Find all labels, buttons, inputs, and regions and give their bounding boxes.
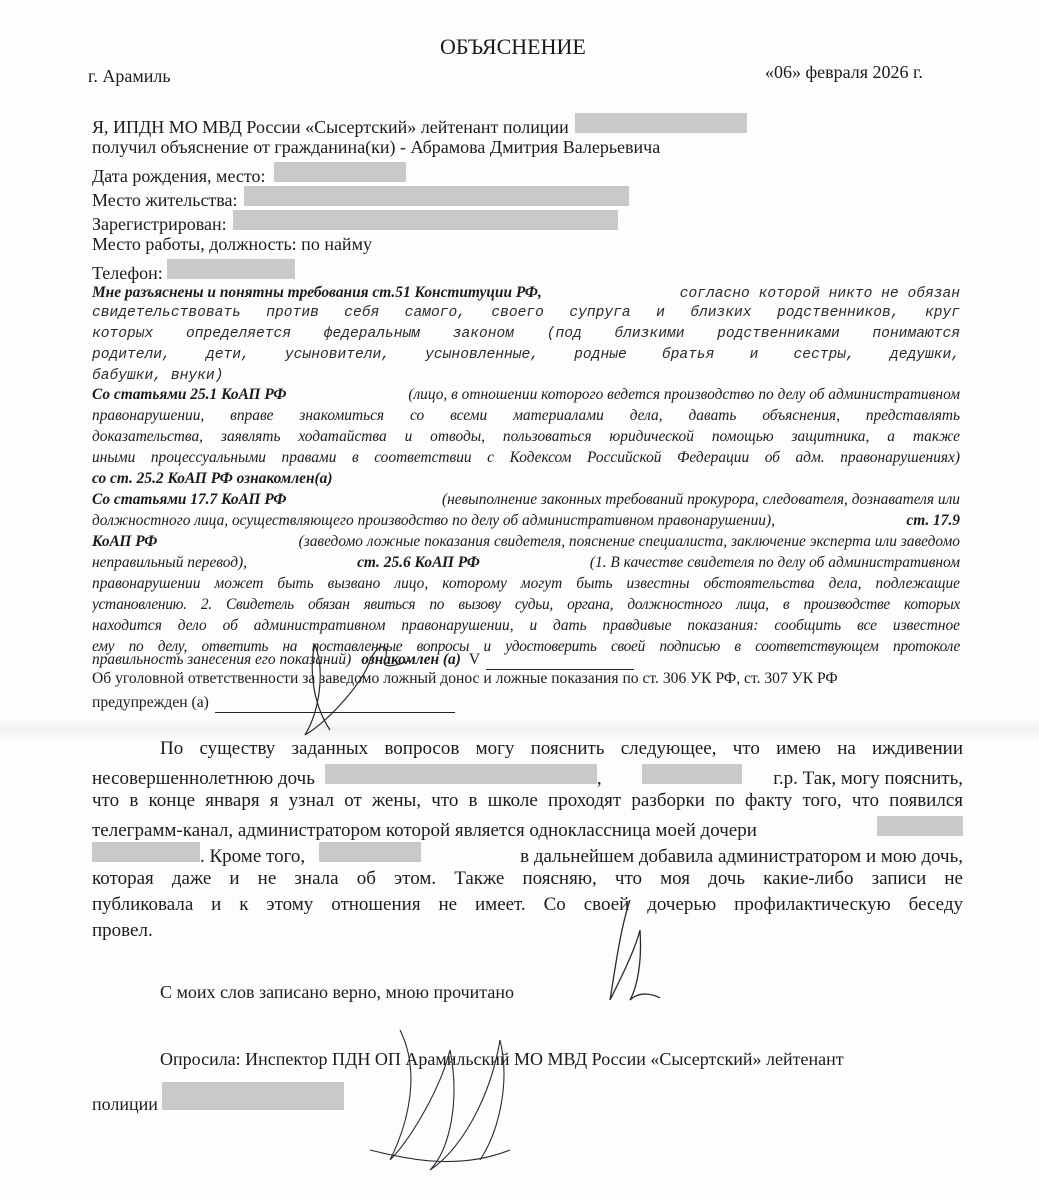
statement-line-5: . Кроме того, в дальнейшем добавила администратором и мою дочь, bbox=[92, 842, 963, 868]
koap177-line-5: правонарушении может быть вызвано лицо, которому могут быть известны обстоятельства дела, подлежащие bbox=[92, 575, 960, 592]
koap177-line-9: правильность занесения его показаний) ознакомлен (а) V bbox=[92, 651, 634, 670]
field-registered: Зарегистрирован: bbox=[92, 210, 618, 235]
koap251-line-5: со ст. 25.2 КоАП РФ ознакомлен(а) bbox=[92, 470, 333, 487]
redaction bbox=[233, 210, 618, 230]
redaction bbox=[575, 113, 747, 133]
statement-line-1: По существу заданных вопросов могу пояснить следующее, что имею на иждивении bbox=[160, 738, 963, 759]
statement-line-8: провел. bbox=[92, 920, 153, 941]
criminal-line-2: предупрежден (а) bbox=[92, 694, 455, 713]
koap177-line-3: КоАП РФ (заведомо ложные показания свидетеля, пояснение специалиста, заключение эксперта или заведомо bbox=[92, 533, 960, 550]
city: г. Арамиль bbox=[88, 66, 171, 86]
redaction bbox=[167, 259, 295, 279]
field-birth: Дата рождения, место: bbox=[92, 162, 406, 187]
statement-line-6: которая даже и не знала об этом. Также поясняю, что моя дочь какие-либо записи не bbox=[92, 868, 963, 889]
interviewer-police: полиции bbox=[92, 1082, 344, 1115]
redaction bbox=[319, 842, 421, 862]
statement-line-3: что в конце января я узнал от жены, что в школе проходят разборки по факту того, что появился bbox=[92, 790, 963, 811]
intro-line-1: Я, ИПДН МО МВД России «Сысертский» лейтенант полиции bbox=[92, 113, 747, 138]
signature-line bbox=[486, 651, 634, 670]
redaction bbox=[92, 842, 200, 862]
koap177-line-2: должностного лица, осуществляющего производство по делу об административном правонарушении), ст. 17.9 bbox=[92, 512, 960, 529]
field-work: Место работы, должность: по найму bbox=[92, 234, 372, 254]
interviewer-text: Опросила: Инспектор ПДН ОП Арамильский МО МВД России «Сысертский» лейтенант bbox=[160, 1049, 844, 1069]
date: «06» февраля 2026 г. bbox=[765, 62, 923, 82]
intro-line-2: получил объяснение от гражданина(ки) - Абрамова Дмитрия Валерьевича bbox=[92, 137, 661, 157]
statement-line-2: несовершеннолетнюю дочь , г.р. Так, могу пояснить, bbox=[92, 764, 963, 790]
signature-icon bbox=[350, 1010, 550, 1180]
redaction bbox=[274, 162, 406, 182]
statement-line-4: телеграмм-канал, администратором которой является одноклассница моей дочери bbox=[92, 816, 963, 842]
koap177-line-4: неправильный перевод), ст. 25.6 КоАП РФ (1. В качестве свидетеля по делу об административном bbox=[92, 554, 960, 571]
signature-line bbox=[215, 694, 455, 713]
field-residence: Место жительства: bbox=[92, 186, 629, 211]
koap177-line-7: находится дело об административном правонарушении, и дать правдивые показания: сообщить все известное bbox=[92, 617, 960, 634]
koap251-line-2: правонарушении, вправе знакомиться со всеми материалами дела, давать объяснения, представлять bbox=[92, 407, 960, 424]
constitution-line-4: родители, дети, усыновители, усыновленные, родные братья и сестры, дедушки, bbox=[92, 347, 960, 363]
constitution-line-1: Мне разъяснены и понятны требования ст.51 Конституции РФ, согласно которой никто не обязан bbox=[92, 284, 960, 302]
verified-text: С моих слов записано верно, мною прочитано bbox=[160, 982, 515, 1002]
redaction bbox=[244, 186, 629, 206]
constitution-line-3: которых определяется федеральным законом (под близкими родственниками понимаются bbox=[92, 326, 960, 342]
koap251-line-1: Со статьями 25.1 КоАП РФ (лицо, в отношении которого ведется производство по делу об административном bbox=[92, 386, 960, 403]
koap251-line-3: доказательства, заявлять ходатайства и отводы, пользоваться юридической помощью защитника, а также bbox=[92, 428, 960, 445]
koap177-line-1: Со статьями 17.7 КоАП РФ (невыполнение законных требований прокурора, следователя, дознавателя или bbox=[92, 491, 960, 508]
field-phone: Телефон: bbox=[92, 259, 295, 284]
koap177-line-6: установлению. 2. Свидетель обязан явиться по вызову судьи, органа, должностного лица, в производстве которых bbox=[92, 596, 960, 613]
constitution-line-5: бабушки, внуки) bbox=[92, 368, 224, 384]
redaction bbox=[325, 764, 597, 784]
scan-fold bbox=[0, 718, 1039, 740]
redaction bbox=[642, 764, 742, 784]
statement-line-7: публиковала и к этому отношения не имеет. Со своей дочерью профилактическую беседу bbox=[92, 894, 963, 915]
koap251-line-4: иными процессуальными правами в соответствии с Кодексом Российской Федерации об адм. правонарушениях) bbox=[92, 449, 960, 466]
document-title: ОБЪЯСНЕНИЕ bbox=[440, 34, 586, 59]
criminal-line-1: Об уголовной ответственности за заведомо ложный донос и ложные показания по ст. 306 УК РФ, ст. 307 УК РФ bbox=[92, 670, 838, 687]
koap177-line-8: ему по делу, ответить на поставленные вопросы и удостоверить своей подписью в соответствующем протоколе bbox=[92, 638, 960, 655]
constitution-line-2: свидетельствовать против себя самого, своего супруга и близких родственников, круг bbox=[92, 305, 960, 321]
redaction bbox=[162, 1082, 344, 1110]
redaction bbox=[877, 816, 963, 836]
